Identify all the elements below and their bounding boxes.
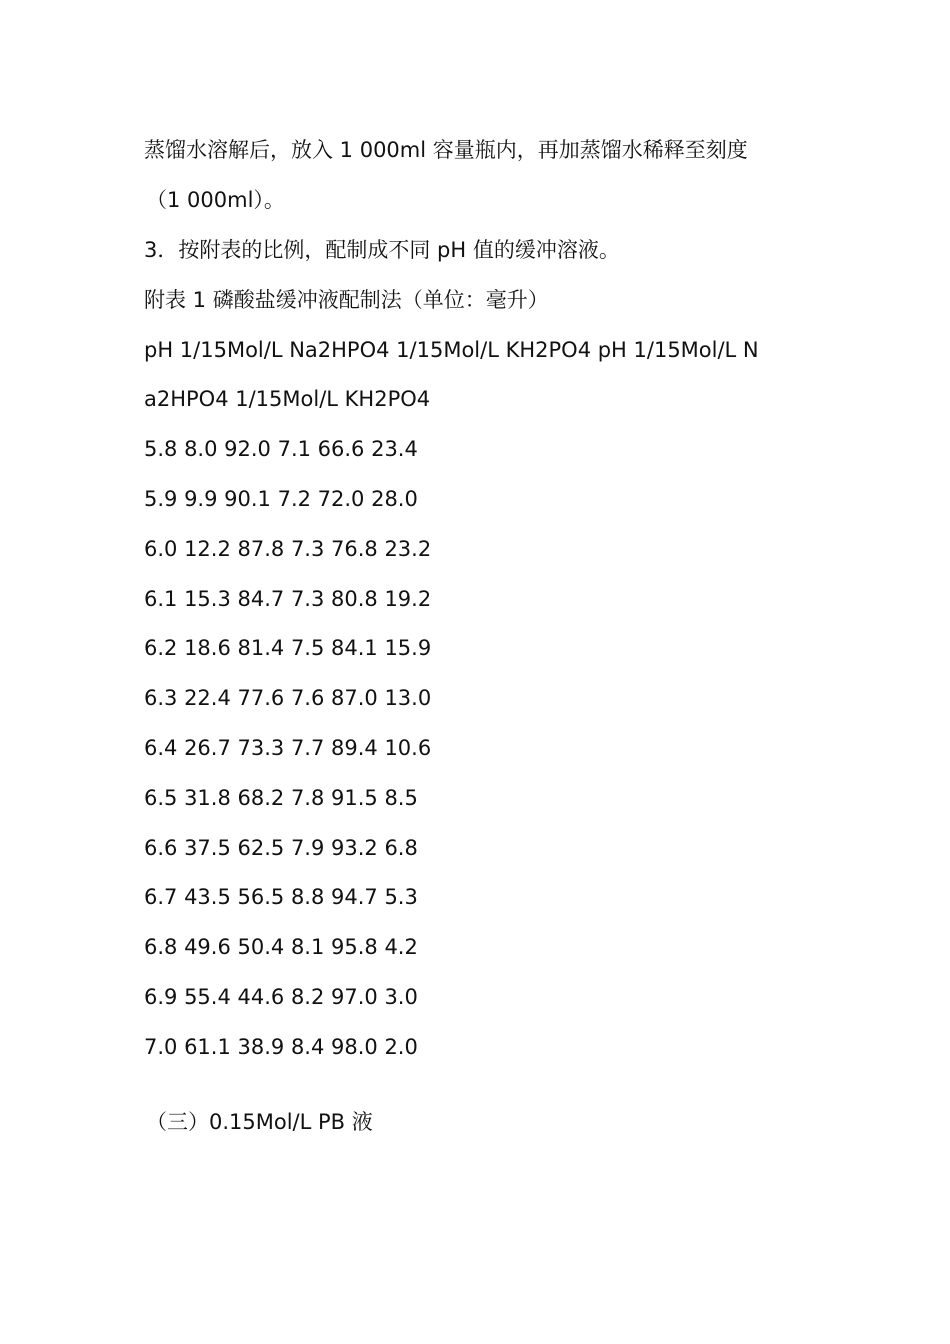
table-row: 7.0 61.1 38.9 8.4 98.0 2.0 — [144, 1035, 418, 1059]
table-row: 6.1 15.3 84.7 7.3 80.8 19.2 — [144, 587, 432, 611]
table-row: 6.5 31.8 68.2 7.8 91.5 8.5 — [144, 786, 418, 810]
section-heading: （三）0.15Mol/L PB 液 — [146, 1110, 373, 1134]
paragraph-line: （1 000ml）。 — [146, 188, 285, 212]
paragraph-line: 蒸馏水溶解后，放入 1 000ml 容量瓶内，再加蒸馏水稀释至刻度 — [144, 138, 748, 162]
table-row: 5.9 9.9 90.1 7.2 72.0 28.0 — [144, 487, 418, 511]
table-row: 6.6 37.5 62.5 7.9 93.2 6.8 — [144, 836, 418, 860]
table-row: 6.0 12.2 87.8 7.3 76.8 23.2 — [144, 537, 432, 561]
table-row: 6.2 18.6 81.4 7.5 84.1 15.9 — [144, 636, 432, 660]
step-3-text: 3．按附表的比例，配制成不同 pH 值的缓冲溶液。 — [144, 238, 620, 262]
table-header-line: pH 1/15Mol/L Na2HPO4 1/15Mol/L KH2PO4 pH 1/15Mol/L N — [144, 338, 759, 362]
table-row: 6.8 49.6 50.4 8.1 95.8 4.2 — [144, 935, 418, 959]
table-row: 6.3 22.4 77.6 7.6 87.0 13.0 — [144, 686, 432, 710]
table-row: 6.7 43.5 56.5 8.8 94.7 5.3 — [144, 885, 418, 909]
table-caption: 附表 1 磷酸盐缓冲液配制法（单位：毫升） — [144, 288, 549, 312]
table-row: 5.8 8.0 92.0 7.1 66.6 23.4 — [144, 437, 418, 461]
table-header-line: a2HPO4 1/15Mol/L KH2PO4 — [144, 387, 431, 411]
table-row: 6.4 26.7 73.3 7.7 89.4 10.6 — [144, 736, 432, 760]
table-row: 6.9 55.4 44.6 8.2 97.0 3.0 — [144, 985, 418, 1009]
